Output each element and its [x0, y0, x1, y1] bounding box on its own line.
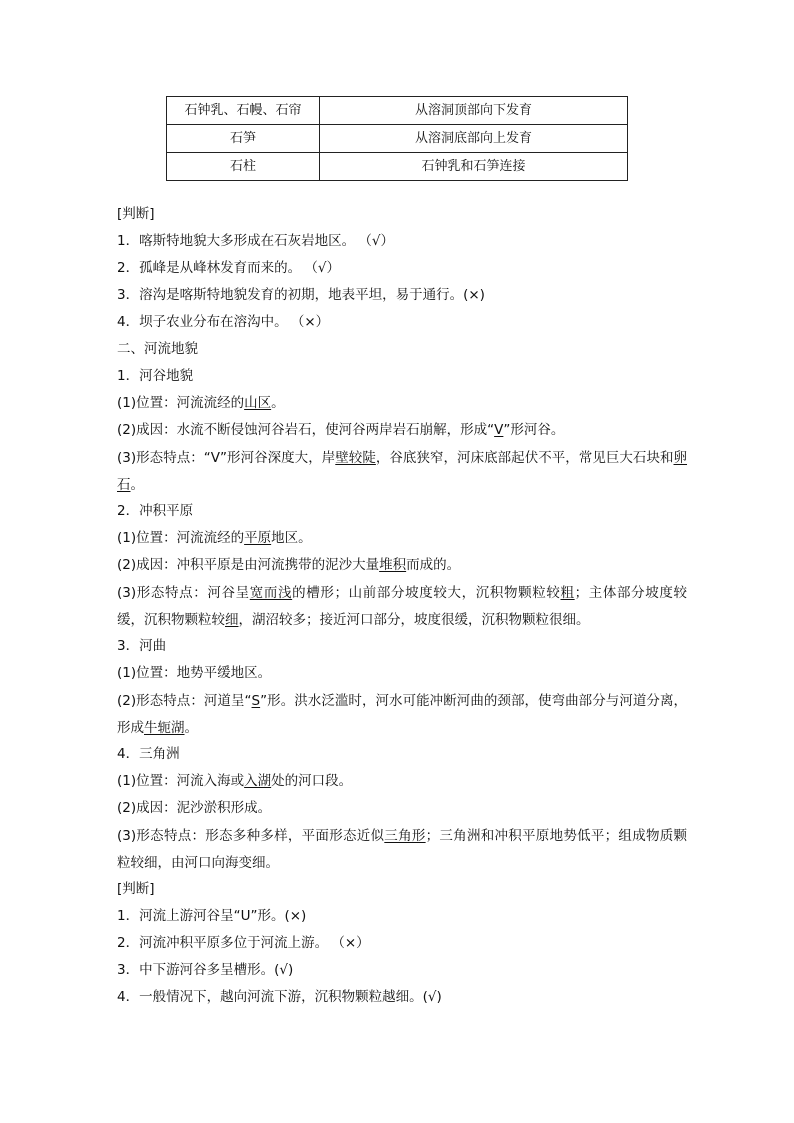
judge-statement: 1．喀斯特地貌大多形成在石灰岩地区。	[117, 233, 356, 249]
judge-answer: （×）	[338, 935, 370, 951]
text-run: (3)形态特点：形态多种多样，平面形态近似	[117, 828, 385, 844]
underlined-answer: 细	[225, 611, 239, 628]
underlined-answer: 壁较陡	[335, 450, 376, 466]
text-run: 而成的。	[406, 557, 461, 573]
judge-item	[117, 314, 687, 331]
paragraph	[117, 823, 687, 876]
paragraph	[117, 580, 687, 633]
paragraph	[117, 557, 687, 574]
underlined-answer: 宽而浅	[249, 585, 293, 601]
judge-answer: (√)	[274, 962, 294, 978]
text-run: 地区。	[271, 530, 312, 546]
judge-item	[117, 287, 687, 304]
paragraph	[117, 422, 687, 439]
judge-statement: 3．中下游河谷多呈槽形。	[117, 962, 275, 978]
text-run: 的槽形；山前部分坡度较大，沉积物颗粒较	[292, 585, 561, 601]
table-cell: 从溶洞底部向上发育	[320, 125, 628, 153]
text-run: (3)形态特点：“V”形河谷深度大，岸	[117, 450, 336, 466]
text-run: 。	[130, 476, 144, 493]
judge-answer: （√）	[311, 260, 340, 276]
underlined-answer: 粗	[560, 585, 575, 601]
text-run: ”形。洪水泛滥时，河水可能冲断河曲的颈部，使弯曲部分与河道分离，形成	[117, 693, 687, 736]
table-row	[167, 153, 628, 181]
underlined-answer: S	[251, 693, 261, 709]
judge-item	[117, 260, 687, 277]
judge-answer: （√）	[365, 233, 394, 249]
judge-statement: 4．坝子农业分布在溶沟中。	[117, 314, 288, 330]
table-row	[167, 125, 628, 153]
judge-answer: （×）	[297, 314, 330, 330]
text-run: ，谷底狭窄，河床底部起伏不平，常见巨大石块和	[375, 450, 674, 466]
underlined-answer: 平原	[244, 530, 272, 546]
text-run: (2)形态特点：河道呈“	[117, 693, 252, 709]
table-cell: 石钟乳、石幔、石帘	[167, 97, 320, 125]
paragraph	[117, 445, 687, 498]
underlined-answer: 山区	[244, 395, 272, 411]
judge-statement: 3．溶沟是喀斯特地貌发育的初期，地表平坦，易于通行。	[117, 287, 464, 303]
paragraph	[117, 395, 687, 412]
subsection-title: 3．河曲	[117, 638, 167, 654]
table-cell: 石笋	[167, 125, 320, 153]
judge-item	[117, 989, 687, 1006]
text-run: (1)位置：河流流经的	[117, 530, 245, 546]
judge-heading: [判断]	[117, 881, 155, 897]
judge-item	[117, 962, 687, 979]
judge-heading: [判断]	[117, 206, 155, 222]
text-run: ，湖沼较多；接近河口部分，坡度很缓，沉积物颗粒很细。	[238, 611, 590, 628]
text-run: 。	[184, 719, 198, 736]
judge-statement: 2．孤峰是从峰林发育而来的。	[117, 260, 302, 276]
judge-statement: 1．河流上游河谷呈“U”形。	[117, 908, 285, 924]
text-run: 处的河口段。	[271, 773, 353, 789]
text-run: (3)形态特点：河谷呈	[117, 585, 250, 601]
subsection-title: 1．河谷地貌	[117, 368, 194, 384]
table-row	[167, 97, 628, 125]
judge-item	[117, 233, 687, 250]
paragraph	[117, 688, 687, 741]
text-run: ”形河谷。	[503, 422, 565, 438]
text-run: 。	[271, 395, 285, 411]
judge-answer: (×)	[463, 287, 485, 303]
text-run: ；三角洲和冲积平原地势低平；组成物质颗粒较细，由河口向海变细。	[117, 828, 688, 871]
judge-answer: (×)	[284, 908, 307, 924]
text-run: (1)位置：河流流经的	[117, 395, 245, 411]
judge-item	[117, 935, 687, 952]
formation-table	[166, 96, 628, 181]
paragraph: (2)成因：泥沙淤积形成。	[117, 800, 272, 816]
judge-answer: (√)	[422, 989, 442, 1005]
underlined-answer: 牛轭湖	[144, 719, 185, 736]
judge-statement: 4．一般情况下，越向河流下游，沉积物颗粒越细。	[117, 989, 423, 1005]
text-run: (2)成因：冲积平原是由河流携带的泥沙大量	[117, 557, 380, 573]
subsection-title: 2．冲积平原	[117, 503, 194, 519]
table-cell: 从溶洞顶部向下发育	[320, 97, 628, 125]
table-cell: 石柱	[167, 153, 320, 181]
paragraph: (1)位置：地势平缓地区。	[117, 665, 272, 681]
judge-item	[117, 908, 687, 925]
paragraph	[117, 773, 687, 790]
text-run: (1)位置：河流入海或	[117, 773, 245, 789]
underlined-answer: 入湖	[244, 773, 272, 789]
judge-statement: 2．河流冲积平原多位于河流上游。	[117, 935, 329, 951]
paragraph	[117, 530, 687, 547]
subsection-title: 4．三角洲	[117, 746, 180, 762]
underlined-answer: 堆积	[379, 557, 407, 573]
text-run: (2)成因：水流不断侵蚀河谷岩石，使河谷两岸岩石崩解，形成“	[117, 422, 495, 438]
table-cell: 石钟乳和石笋连接	[320, 153, 628, 181]
underlined-answer: 卵石	[117, 450, 688, 493]
text-run: ；主体部分坡度较缓，沉积物颗粒较	[117, 585, 687, 628]
underlined-answer: V	[494, 422, 504, 438]
underlined-answer: 三角形	[384, 828, 426, 844]
section-heading: 二、河流地貌	[117, 341, 198, 357]
